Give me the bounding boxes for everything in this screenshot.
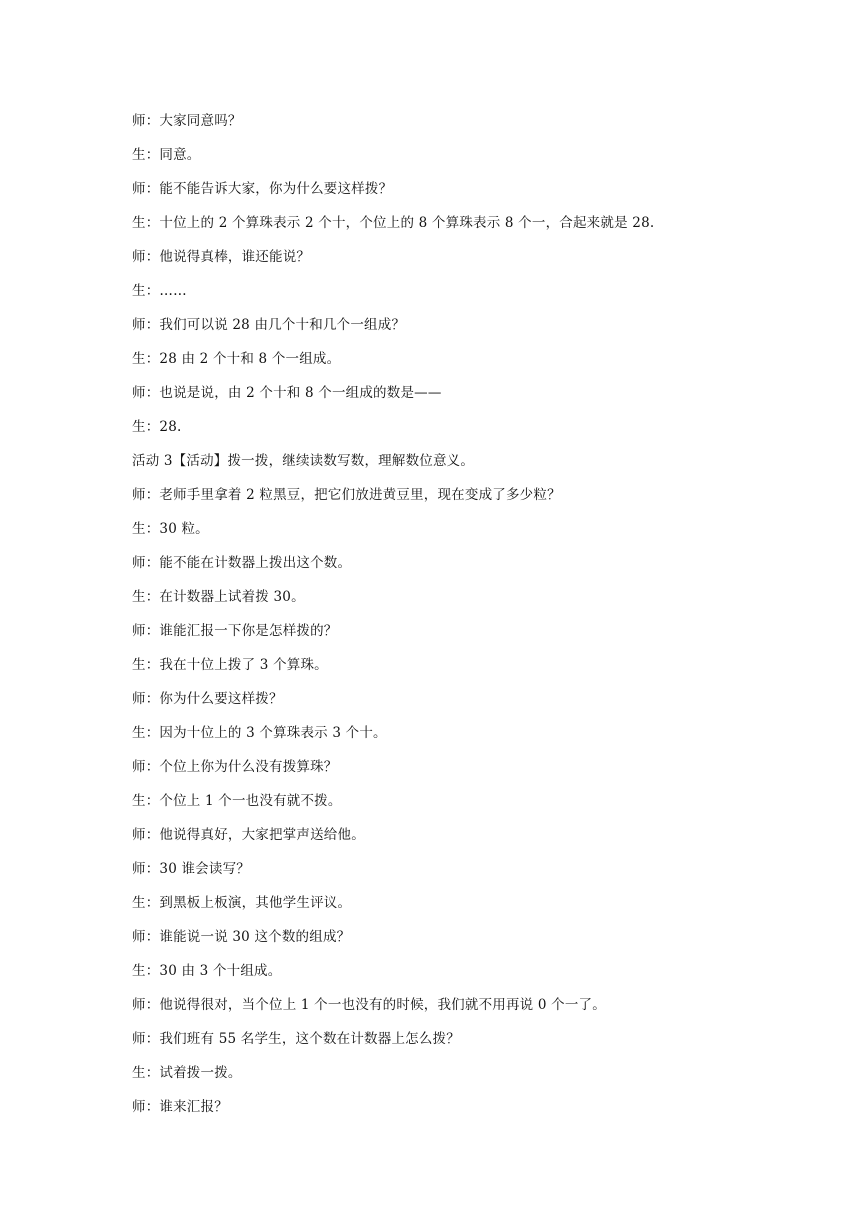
text-line: 师：你为什么要这样拨？ xyxy=(132,691,283,707)
text-line: 师：谁能说一说 30 这个数的组成？ xyxy=(132,929,351,945)
text-line: 师：30 谁会读写？ xyxy=(132,861,250,877)
text-line: 生：28 由 2 个十和 8 个一组成。 xyxy=(132,351,341,367)
text-line: 生：…… xyxy=(132,283,187,299)
text-line: 生：个位上 1 个一也没有就不拨。 xyxy=(132,793,342,809)
text-line: 师：他说得真棒，谁还能说？ xyxy=(132,249,311,265)
text-line: 生：30 由 3 个十组成。 xyxy=(132,963,282,979)
text-line: 生：到黑板上板演，其他学生评议。 xyxy=(132,895,352,911)
text-line: 师：我们班有 55 名学生，这个数在计数器上怎么拨？ xyxy=(132,1031,460,1047)
text-line: 生：在计数器上试着拨 30。 xyxy=(132,589,305,605)
text-line: 生：试着拨一拨。 xyxy=(132,1065,242,1081)
text-line: 师：我们可以说 28 由几个十和几个一组成？ xyxy=(132,317,406,333)
text-line: 师：大家同意吗？ xyxy=(132,113,242,129)
text-line: 生：30 粒。 xyxy=(132,521,209,537)
text-line: 生：我在十位上拨了 3 个算珠。 xyxy=(132,657,328,673)
text-line: 生：十位上的 2 个算珠表示 2 个十，个位上的 8 个算珠表示 8 个一，合起来就是 28. xyxy=(132,215,655,231)
text-line: 师：谁来汇报？ xyxy=(132,1099,228,1115)
text-line: 师：能不能告诉大家，你为什么要这样拨？ xyxy=(132,181,393,197)
text-line: 生：28. xyxy=(132,419,182,435)
dialogue-text xyxy=(132,107,752,1127)
text-line: 生：因为十位上的 3 个算珠表示 3 个十。 xyxy=(132,725,387,741)
text-line: 师：能不能在计数器上拨出这个数。 xyxy=(132,555,352,571)
text-line: 师：也说是说，由 2 个十和 8 个一组成的数是—— xyxy=(132,385,442,401)
text-line: 师：他说得很对，当个位上 1 个一也没有的时候，我们就不用再说 0 个一了。 xyxy=(132,997,606,1013)
text-line: 生：同意。 xyxy=(132,147,201,163)
section-heading: 活动 3【活动】拨一拨，继续读数写数，理解数位意义。 xyxy=(132,453,475,469)
text-line: 师：老师手里拿着 2 粒黑豆，把它们放进黄豆里，现在变成了多少粒？ xyxy=(132,487,561,503)
text-line: 师：个位上你为什么没有拨算珠？ xyxy=(132,759,338,775)
text-line: 师：谁能汇报一下你是怎样拨的？ xyxy=(132,623,338,639)
text-line: 师：他说得真好，大家把掌声送给他。 xyxy=(132,827,365,843)
